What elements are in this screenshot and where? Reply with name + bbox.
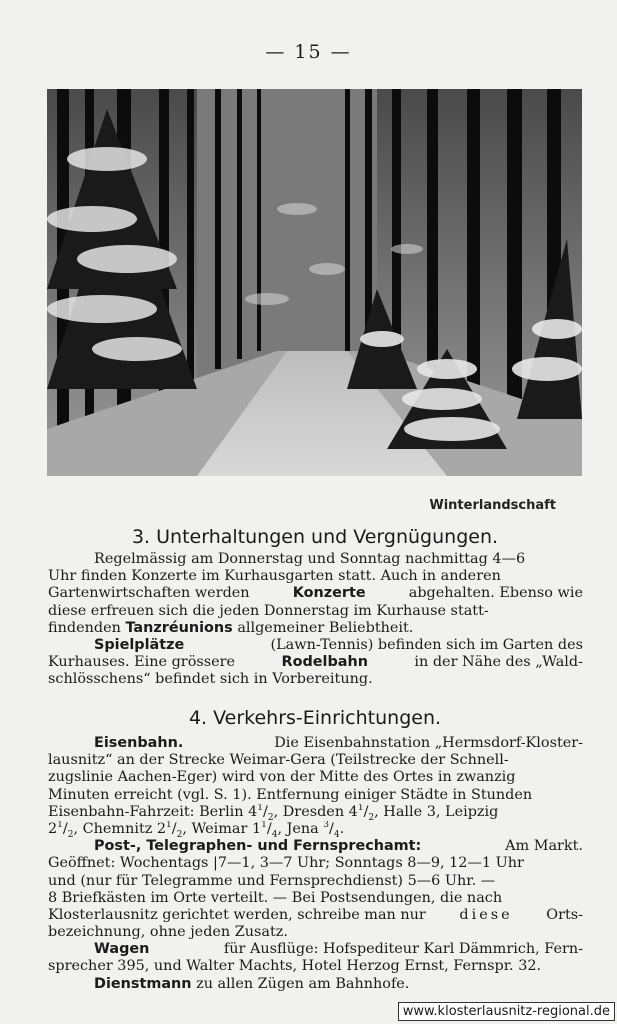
text-line: 8 Briefkästen im Orte verteilt. — Bei Postsendungen, die nach <box>48 889 503 906</box>
section-3-heading: 3. Unterhaltungen und Vergnügungen. <box>131 526 499 548</box>
text-line: und (nur für Telegramme und Fernsprechdienst) 5—6 Uhr. — <box>48 872 496 889</box>
text-line: Kurhauses. Eine grössere Rodelbahn in der Nähe des „Wald- <box>48 654 583 671</box>
text-line: Spielplätze (Lawn-Tennis) befinden sich im Garten des <box>94 636 583 653</box>
page-number: — 15 — <box>265 41 352 63</box>
text-line: Dienstmann zu allen Zügen am Bahnhofe. <box>94 975 410 992</box>
text-line: $2^1/_2$, Chemnitz $2^1/_2$, Weimar $1^1/_4$, Jena $^3/_4$. <box>48 820 345 839</box>
section-3-text <box>48 551 583 689</box>
section-4-heading: 4. Verkehrs-Einrichtungen. <box>188 707 442 729</box>
text-line: Eisenbahn-Fahrzeit: Berlin $4^1/_2$, Dresden $4^1/_2$, Halle 3, Leipzig <box>48 803 499 821</box>
photo-caption: Winterlandschaft <box>429 498 556 513</box>
text-line: zugslinie Aachen-Eger) wird von der Mitte des Ortes in zwanzig <box>48 769 516 786</box>
text-line: findenden Tanzréunions allgemeiner Beliebtheit. <box>48 619 414 636</box>
text-line: Uhr finden Konzerte im Kurhausgarten statt. Auch in anderen <box>48 568 501 585</box>
text-line: Post-, Telegraphen- und Fernsprechamt: Am Markt. <box>94 838 583 855</box>
text-line: lausnitz“ an der Strecke Weimar-Gera (Teilstrecke der Schnell- <box>48 752 509 769</box>
text-line: Minuten erreicht (vgl. S. 1). Entfernung einiger Städte in Stunden <box>48 786 533 803</box>
text-line: bezeichnung, ohne jeden Zusatz. <box>48 924 288 941</box>
text-line: diese erfreuen sich die jeden Donnerstag im Kurhause statt- <box>48 602 489 619</box>
section-4-text <box>48 735 583 993</box>
winter-forest-photo <box>47 89 582 476</box>
text-line: Gartenwirtschaften werden Konzerte abgehalten. Ebenso wie <box>48 585 583 602</box>
forest-illustration <box>47 89 582 476</box>
text-line: Geöffnet: Wochentags |7—1, 3—7 Uhr; Sonntags 8—9, 12—1 Uhr <box>48 855 524 872</box>
text-line: Wagen für Ausflüge: Hofspediteur Karl Dämmrich, Fern- <box>94 941 583 958</box>
website-watermark: www.klosterlausnitz-regional.de <box>398 1002 615 1021</box>
text-line: Klosterlausnitz gerichtet werden, schreibe man nur diese Orts- <box>48 906 583 923</box>
text-line: sprecher 395, und Walter Machts, Hotel Herzog Ernst, Fernspr. 32. <box>48 958 542 975</box>
text-line: Eisenbahn. Die Eisenbahnstation „Hermsdorf-Kloster- <box>94 735 583 751</box>
text-line: Regelmässig am Donnerstag und Sonntag nachmittag 4—6 <box>94 551 526 567</box>
text-line: schlösschens“ befindet sich in Vorbereitung. <box>48 671 373 688</box>
